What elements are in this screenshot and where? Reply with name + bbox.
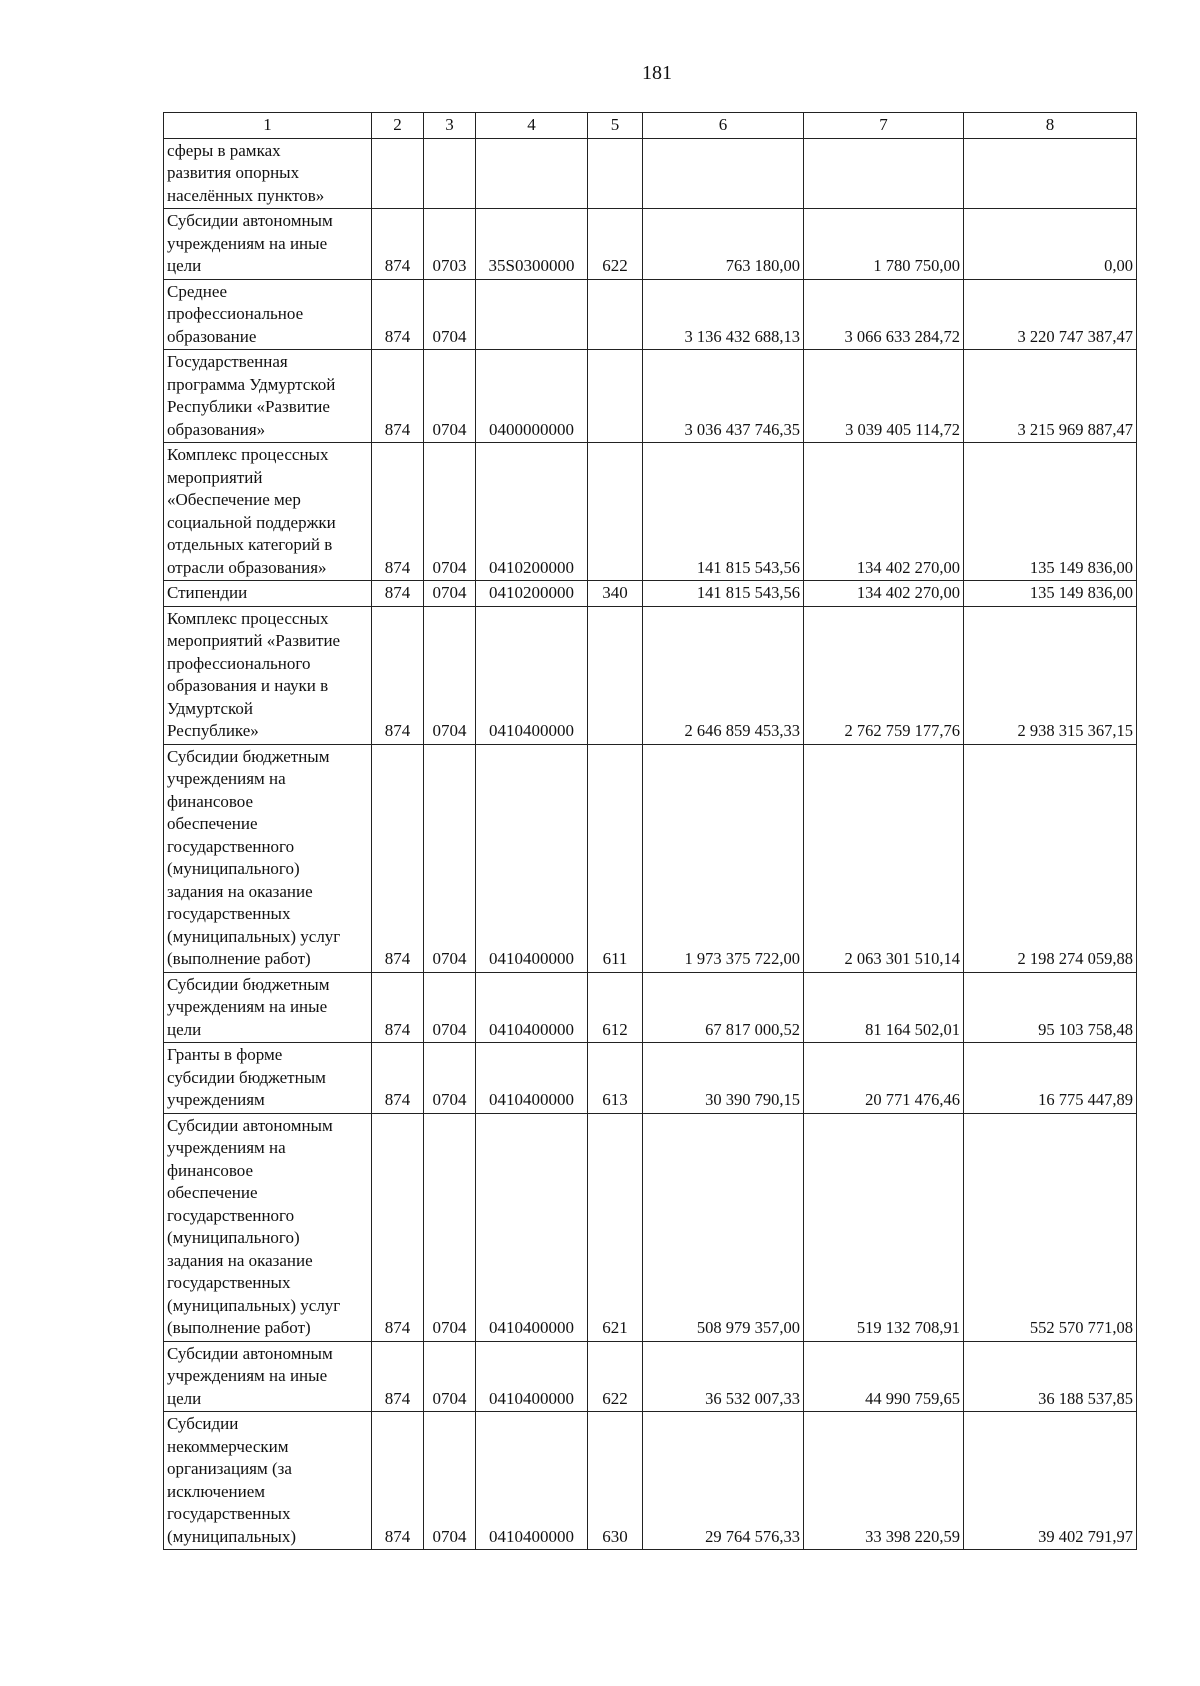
amount-col8: 0,00 [964, 209, 1137, 280]
amount-col6: 36 532 007,33 [643, 1341, 804, 1412]
section-code: 0704 [424, 972, 476, 1043]
ministry-code: 874 [372, 744, 424, 972]
table-row [164, 1341, 1137, 1412]
amount-col8: 552 570 771,08 [964, 1113, 1137, 1341]
expense-type-code: 622 [588, 1341, 643, 1412]
amount-col8: 36 188 537,85 [964, 1341, 1137, 1412]
target-article-code: 0410200000 [476, 581, 588, 607]
amount-col8: 2 198 274 059,88 [964, 744, 1137, 972]
section-code: 0704 [424, 744, 476, 972]
section-code: 0704 [424, 606, 476, 744]
ministry-code: 874 [372, 1412, 424, 1550]
target-article-code: 0410400000 [476, 606, 588, 744]
ministry-code: 874 [372, 279, 424, 350]
table-row [164, 581, 1137, 607]
table-row [164, 972, 1137, 1043]
amount-col7: 44 990 759,65 [804, 1341, 964, 1412]
amount-col7: 33 398 220,59 [804, 1412, 964, 1550]
section-code: 0704 [424, 1412, 476, 1550]
amount-col6: 508 979 357,00 [643, 1113, 804, 1341]
amount-col8: 2 938 315 367,15 [964, 606, 1137, 744]
column-number-row [164, 113, 1137, 139]
expense-type-code: 340 [588, 581, 643, 607]
amount-col7 [804, 138, 964, 209]
table-row [164, 138, 1137, 209]
amount-col6: 29 764 576,33 [643, 1412, 804, 1550]
target-article-code: 0410400000 [476, 1341, 588, 1412]
target-article-code [476, 138, 588, 209]
column-header-7: 7 [804, 113, 964, 139]
amount-col8: 16 775 447,89 [964, 1043, 1137, 1114]
amount-col6: 30 390 790,15 [643, 1043, 804, 1114]
column-header-3: 3 [424, 113, 476, 139]
target-article-code [476, 279, 588, 350]
amount-col7: 519 132 708,91 [804, 1113, 964, 1341]
row-name: Субсидии бюджетным учреждениям на финансовое обеспечение государственного (муниципального) задания на оказание государственных (муниципальных) услуг (выполнение работ) [164, 744, 372, 972]
page-number: 181 [642, 62, 672, 84]
amount-col8: 3 215 969 887,47 [964, 350, 1137, 443]
table-row [164, 279, 1137, 350]
amount-col7: 134 402 270,00 [804, 581, 964, 607]
table-row [164, 1113, 1137, 1341]
amount-col6: 2 646 859 453,33 [643, 606, 804, 744]
row-name: Комплекс процессных мероприятий «Обеспечение мер социальной поддержки отдельных категорий в отрасли образования» [164, 443, 372, 581]
amount-col7: 2 762 759 177,76 [804, 606, 964, 744]
budget-table [163, 112, 1137, 1550]
section-code [424, 138, 476, 209]
ministry-code: 874 [372, 606, 424, 744]
table-row [164, 744, 1137, 972]
ministry-code: 874 [372, 443, 424, 581]
row-name: Государственная программа Удмуртской Республики «Развитие образования» [164, 350, 372, 443]
row-name: Гранты в форме субсидии бюджетным учреждениям [164, 1043, 372, 1114]
amount-col6: 141 815 543,56 [643, 443, 804, 581]
column-header-1: 1 [164, 113, 372, 139]
row-name: Субсидии бюджетным учреждениям на иные цели [164, 972, 372, 1043]
budget-table-body [164, 113, 1137, 1550]
expense-type-code [588, 138, 643, 209]
ministry-code: 874 [372, 350, 424, 443]
expense-type-code: 630 [588, 1412, 643, 1550]
target-article-code: 0410200000 [476, 443, 588, 581]
expense-type-code [588, 443, 643, 581]
expense-type-code: 622 [588, 209, 643, 280]
target-article-code: 35S0300000 [476, 209, 588, 280]
section-code: 0704 [424, 581, 476, 607]
row-name: Среднее профессиональное образование [164, 279, 372, 350]
column-header-2: 2 [372, 113, 424, 139]
amount-col7: 20 771 476,46 [804, 1043, 964, 1114]
amount-col7: 1 780 750,00 [804, 209, 964, 280]
ministry-code: 874 [372, 1043, 424, 1114]
target-article-code: 0410400000 [476, 972, 588, 1043]
section-code: 0704 [424, 1341, 476, 1412]
column-header-4: 4 [476, 113, 588, 139]
table-row [164, 1043, 1137, 1114]
amount-col6: 3 036 437 746,35 [643, 350, 804, 443]
row-name: Комплекс процессных мероприятий «Развитие профессионального образования и науки в Удмуртской Республике» [164, 606, 372, 744]
expense-type-code: 621 [588, 1113, 643, 1341]
row-name: Субсидии автономным учреждениям на иные цели [164, 1341, 372, 1412]
table-row [164, 606, 1137, 744]
row-name: Субсидии автономным учреждениям на иные цели [164, 209, 372, 280]
table-row [164, 209, 1137, 280]
amount-col6: 67 817 000,52 [643, 972, 804, 1043]
ministry-code [372, 138, 424, 209]
ministry-code: 874 [372, 209, 424, 280]
row-name: сферы в рамках развития опорных населённых пунктов» [164, 138, 372, 209]
amount-col7: 3 066 633 284,72 [804, 279, 964, 350]
amount-col6 [643, 138, 804, 209]
table-row [164, 443, 1137, 581]
amount-col8: 135 149 836,00 [964, 581, 1137, 607]
amount-col8 [964, 138, 1137, 209]
amount-col7: 81 164 502,01 [804, 972, 964, 1043]
section-code: 0704 [424, 279, 476, 350]
section-code: 0704 [424, 350, 476, 443]
amount-col7: 3 039 405 114,72 [804, 350, 964, 443]
column-header-8: 8 [964, 113, 1137, 139]
target-article-code: 0410400000 [476, 1043, 588, 1114]
amount-col6: 141 815 543,56 [643, 581, 804, 607]
expense-type-code [588, 350, 643, 443]
ministry-code: 874 [372, 972, 424, 1043]
expense-type-code: 611 [588, 744, 643, 972]
row-name: Стипендии [164, 581, 372, 607]
section-code: 0704 [424, 443, 476, 581]
section-code: 0703 [424, 209, 476, 280]
ministry-code: 874 [372, 1113, 424, 1341]
amount-col6: 1 973 375 722,00 [643, 744, 804, 972]
expense-type-code: 612 [588, 972, 643, 1043]
target-article-code: 0400000000 [476, 350, 588, 443]
amount-col8: 95 103 758,48 [964, 972, 1137, 1043]
target-article-code: 0410400000 [476, 1412, 588, 1550]
section-code: 0704 [424, 1113, 476, 1341]
ministry-code: 874 [372, 581, 424, 607]
table-row [164, 350, 1137, 443]
row-name: Субсидии некоммерческим организациям (за исключением государственных (муниципальных) [164, 1412, 372, 1550]
amount-col6: 763 180,00 [643, 209, 804, 280]
amount-col7: 2 063 301 510,14 [804, 744, 964, 972]
column-header-5: 5 [588, 113, 643, 139]
amount-col8: 135 149 836,00 [964, 443, 1137, 581]
expense-type-code [588, 606, 643, 744]
expense-type-code: 613 [588, 1043, 643, 1114]
amount-col7: 134 402 270,00 [804, 443, 964, 581]
table-row [164, 1412, 1137, 1550]
amount-col8: 3 220 747 387,47 [964, 279, 1137, 350]
section-code: 0704 [424, 1043, 476, 1114]
target-article-code: 0410400000 [476, 744, 588, 972]
amount-col6: 3 136 432 688,13 [643, 279, 804, 350]
expense-type-code [588, 279, 643, 350]
target-article-code: 0410400000 [476, 1113, 588, 1341]
amount-col8: 39 402 791,97 [964, 1412, 1137, 1550]
column-header-6: 6 [643, 113, 804, 139]
row-name: Субсидии автономным учреждениям на финансовое обеспечение государственного (муниципального) задания на оказание государственных (муниципальных) услуг (выполнение работ) [164, 1113, 372, 1341]
ministry-code: 874 [372, 1341, 424, 1412]
